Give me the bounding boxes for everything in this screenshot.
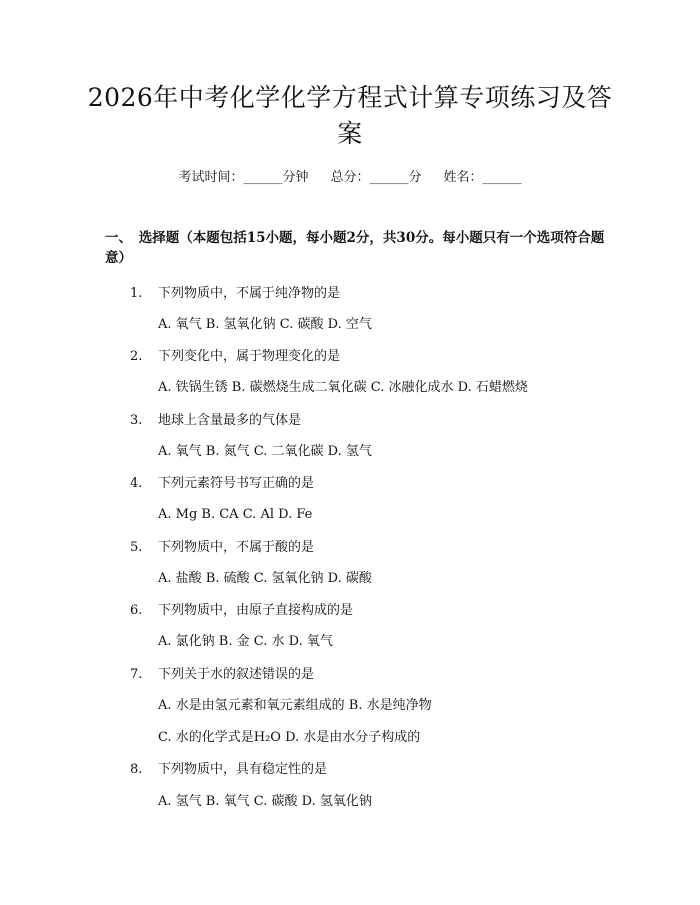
question-options: A. 氧气 B. 氢氧化钠 C. 碳酸 D. 空气 — [158, 317, 372, 332]
question-options: A. 铁锅生锈 B. 碳燃烧生成二氧化碳 C. 冰融化成水 D. 石蜡燃烧 — [158, 380, 528, 395]
question-text: 下列物质中，由原子直接构成的是 — [158, 603, 354, 618]
page-title: 2026年中考化学化学方程式计算专项练习及答案 — [87, 83, 613, 148]
student-name-field: 姓名：______ — [443, 170, 522, 185]
question-options: A. 盐酸 B. 硫酸 C. 氢氧化钠 D. 碳酸 — [158, 571, 372, 586]
question-text: 下列元素符号书写正确的是 — [158, 476, 315, 491]
question-text: 下列物质中，具有稳定性的是 — [158, 762, 328, 777]
exam-info-line — [0, 168, 700, 188]
question-item — [130, 284, 340, 304]
question-item — [130, 474, 314, 494]
question-number: 3. — [130, 413, 143, 428]
question-number: 5. — [130, 540, 143, 555]
question-text: 下列变化中，属于物理变化的是 — [158, 349, 341, 364]
question-options: A. 氧气 B. 氮气 C. 二氧化碳 D. 氢气 — [158, 444, 372, 459]
section-heading: 一、 选择题（本题包括15小题，每小题2分，共30分。每小题只有一个选项符合题意） — [105, 230, 605, 266]
question-number: 4. — [130, 476, 143, 491]
question-text: 下列物质中，不属于纯净物的是 — [158, 286, 341, 301]
question-item — [130, 665, 314, 685]
question-number: 7. — [130, 667, 143, 682]
question-options: A. 氢气 B. 氧气 C. 碳酸 D. 氢氧化钠 — [158, 794, 372, 809]
question-options: A. 水是由氢元素和氧元素组成的 B. 水是纯净物 — [158, 698, 432, 713]
question-number: 8. — [130, 762, 143, 777]
question-item — [130, 347, 340, 367]
question-item — [130, 601, 353, 621]
question-options: A. Mg B. CA C. Al D. Fe — [158, 507, 313, 522]
question-text: 地球上含量最多的气体是 — [158, 413, 302, 428]
question-number: 1. — [130, 286, 143, 301]
question-number: 2. — [130, 349, 143, 364]
question-text: 下列物质中，不属于酸的是 — [158, 540, 315, 555]
question-item — [130, 538, 314, 558]
question-item — [130, 760, 327, 780]
question-number: 6. — [130, 603, 143, 618]
question-options: A. 氯化钠 B. 金 C. 水 D. 氧气 — [158, 634, 333, 649]
question-text: 下列关于水的叙述错误的是 — [158, 667, 315, 682]
question-item — [130, 411, 301, 431]
total-score-field: 总分：______分 — [330, 170, 422, 185]
question-options: C. 水的化学式是H₂O D. 水是由水分子构成的 — [158, 730, 421, 745]
exam-time-field: 考试时间：______分钟 — [178, 170, 309, 185]
